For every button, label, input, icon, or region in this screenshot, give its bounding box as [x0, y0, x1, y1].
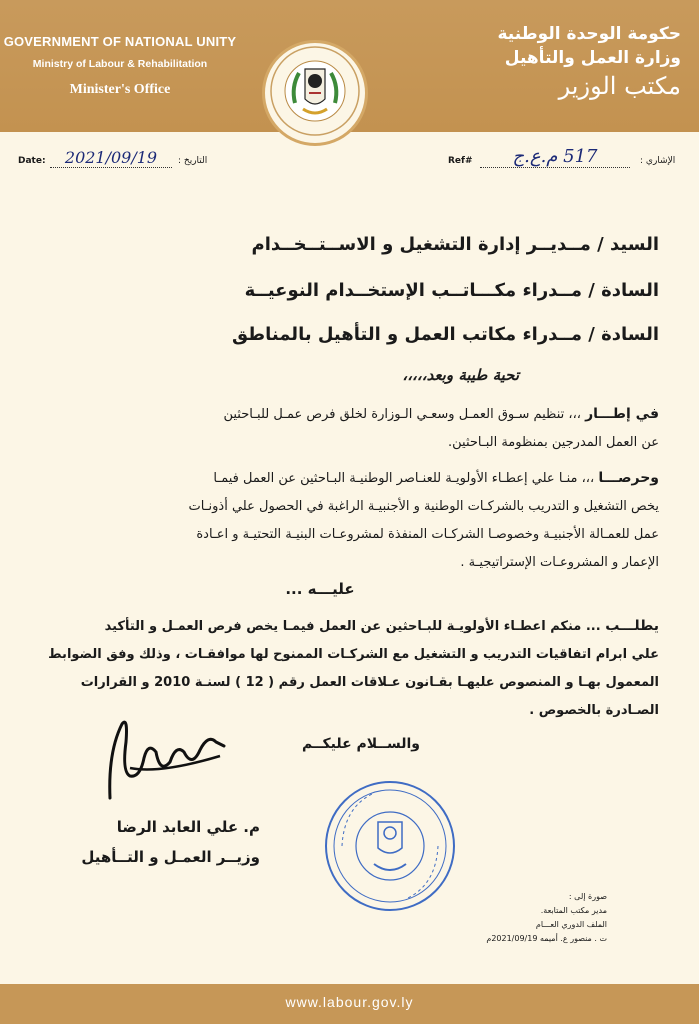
government-name-en: GOVERNMENT OF NATIONAL UNITY	[3, 34, 237, 49]
cc-block	[407, 890, 607, 946]
date-label: Date:	[18, 156, 46, 166]
government-name-ar: حكومة الوحدة الوطنية	[497, 24, 681, 44]
office-name-en: Minister's Office	[69, 82, 171, 97]
signer-title: وزيــر العمـل و التــأهيل	[81, 848, 260, 866]
cc-line-3: ت . منصور ع. أميمه 2021/09/19م	[486, 934, 607, 943]
addressee-2: السادة / مــدراء مكـــاتــب الإستخــدام النوعيــة	[244, 280, 659, 301]
ministry-emblem-icon	[262, 40, 368, 146]
request-paragraph	[19, 612, 659, 725]
request-line-4: الصـادرة بالخصوص .	[529, 703, 659, 718]
cc-line-1: مدير مكتب المتابعة.	[540, 906, 607, 915]
letterhead-english	[0, 34, 240, 98]
paragraph-1-line-2: عن العمل المدرجين بمنظومة البـاحثين.	[448, 435, 659, 450]
ref-label: Ref#	[448, 156, 473, 166]
paragraph-2-line-4: الإعمار و المشروعـات الإستراتيجيـة .	[460, 555, 659, 570]
date-label-ar: التاريخ :	[178, 156, 208, 166]
ministry-name-ar: وزارة العمل والتأهيل	[504, 48, 681, 68]
date-value: 2021/09/19	[50, 148, 172, 168]
ministry-name-en: Ministry of Labour & Rehabilitation	[32, 58, 208, 70]
letterhead-arabic	[421, 24, 681, 100]
letter-footer	[0, 984, 699, 1024]
paragraph-2-lead: وحرصـــا	[598, 470, 659, 486]
ref-value: 517 م.ع.ج	[480, 146, 630, 168]
ref-label-ar: الإشاري :	[640, 156, 676, 166]
paragraph-2	[19, 464, 659, 577]
cc-line-2: الملف الدوري العـــام	[535, 920, 607, 929]
request-line-2: علي ابرام اتفاقيات التدريب و التشغيل مع الشركـات الممنوح لها موافقـات ، وذلك وفق الضوابط	[48, 647, 659, 662]
addressee-3: السادة / مــدراء مكاتب العمل و التأهيل بالمناطق	[231, 324, 659, 345]
signature-icon	[100, 712, 230, 802]
paragraph-2-line-2: يخص التشغيل و التدريب بالشركـات الوطنية و الأجنبيـة الراغبة في الحصول علي أذونـات	[188, 499, 659, 514]
website-url: www.labour.gov.ly	[285, 994, 414, 1010]
paragraph-2-line-1: وحرصـــا ،،، منـا علي إعطـاء الأولويـة للعنـاصر الوطنيـة البـاحثين عن العمل فيمـا	[213, 470, 659, 486]
request-lead: يطلـــب	[605, 618, 659, 634]
paragraph-1	[19, 400, 659, 457]
reference-row	[0, 148, 699, 174]
addressee-1: السيد / مــديــر إدارة التشغيل و الاســتــخــدام	[251, 234, 659, 255]
closing: والســلام عليكــم	[301, 736, 420, 752]
cc-heading: صورة إلى :	[568, 892, 607, 901]
request-line-3: المعمول بهـا و المنصوص عليهـا بقـانون عـلاقات العمل رقم ( 12 ) لسنـة 2010 و القرارات	[80, 675, 659, 690]
therefore-heading: عليـــه ...	[285, 580, 355, 598]
greeting: تحية طيبة وبعد،،،،،	[402, 366, 519, 384]
signer-name: م. علي العابد الرضا	[116, 818, 260, 836]
paragraph-1-lead: في إطـــار	[585, 406, 659, 422]
request-line-1: يطلـــب ... منكم اعطـاء الأولويـة للبـاحثين عن العمل فيمـا يخص فرص العمـل و التأكيد	[104, 618, 659, 634]
office-name-ar: مكتب الوزير	[558, 72, 681, 100]
paragraph-1-line-1: في إطـــار ،،، تنظيم سـوق العمـل وسعـي الـوزارة لخلق فرص عمـل للبـاحثين	[223, 406, 659, 422]
paragraph-2-line-3: عمل للعمـالة الأجنبيـة وخصوصـا الشركـات المنفذة لمشروعـات البنيـة التحتيـة و اعـادة	[196, 527, 659, 542]
